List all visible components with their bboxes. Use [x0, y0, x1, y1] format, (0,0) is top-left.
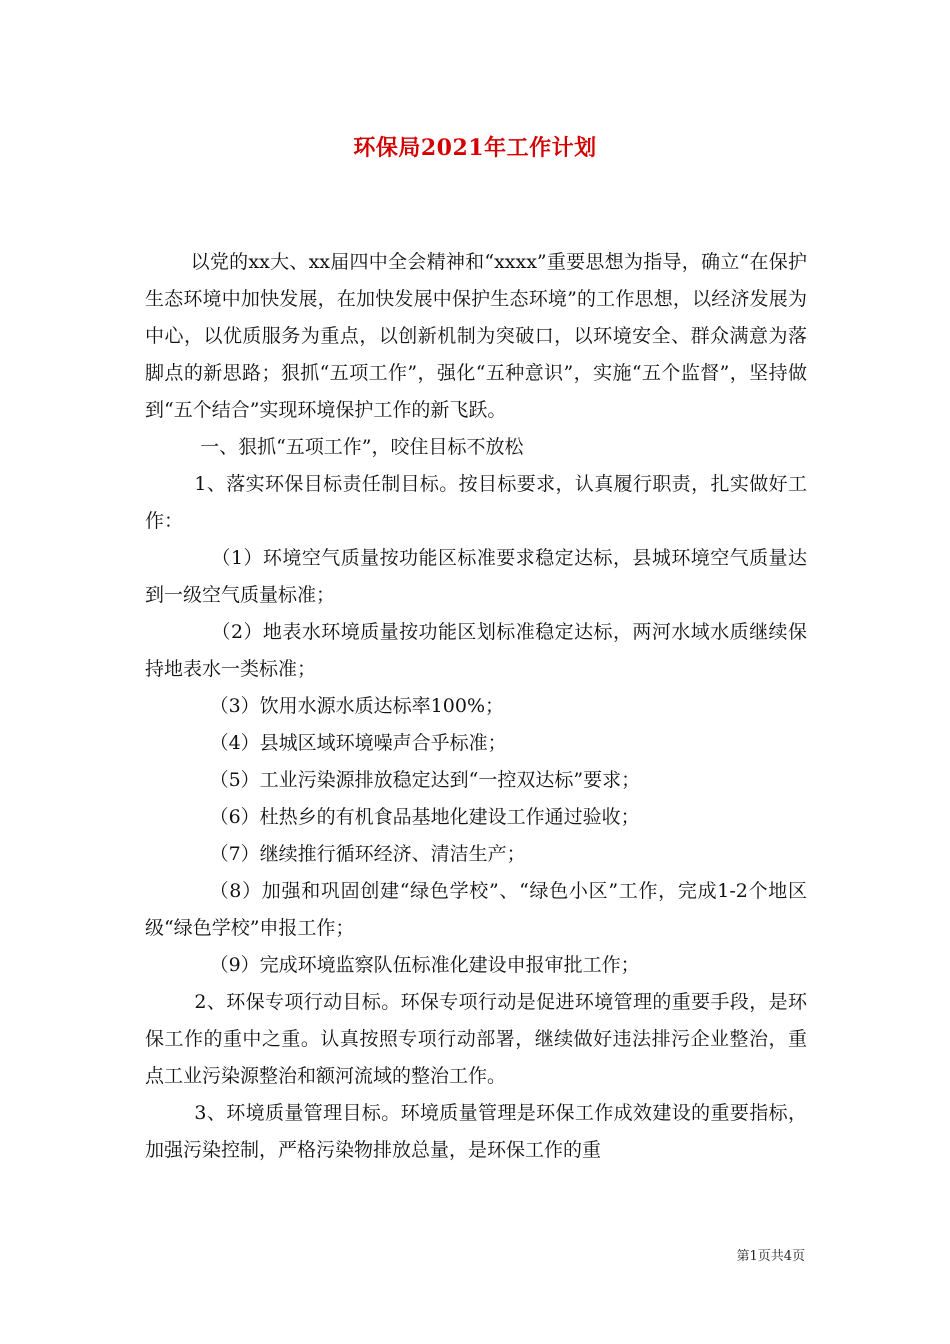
sub-item-4: （4）县城区域环境噪声合乎标准；: [209, 732, 507, 754]
page-number: 第1页共4页: [736, 1249, 805, 1264]
sub-item-8: （8）加强和巩固创建“绿色学校”、“绿色小区”工作，完成1-2个地区级“绿色学校”申报工作；: [145, 880, 807, 939]
intro-paragraph: 以党的xx大、xx届四中全会精神和“xxxx”重要思想为指导，确立“在保护生态环境中加快发展，在加快发展中保护生态环境”的工作思想，以经济发展为中心，以优质服务为重点，以创新机制为突破口，以环境安全、群众满意为落脚点的新思路；狠抓“五项工作”，强化“五种意识”，实施“五个监督”，坚持做到“五个结合”实现环境保护工作的新飞跃。: [145, 251, 807, 421]
document-title: 环保局2021年工作计划: [353, 135, 597, 161]
document-body: [145, 244, 807, 1169]
item-paragraph-1: 1、落实环保目标责任制目标。按目标要求，认真履行职责，扎实做好工作：: [145, 473, 807, 532]
sub-item-1: （1）环境空气质量按功能区标准要求稳定达标，县城环境空气质量达到一级空气质量标准；: [145, 547, 807, 606]
section-heading-1: 一、狠抓“五项工作”，咬住目标不放松: [200, 436, 524, 458]
sub-item-3: （3）饮用水源水质达标率100%；: [209, 695, 505, 717]
sub-item-2: （2）地表水环境质量按功能区划标准稳定达标，两河水域水质继续保持地表水一类标准；: [145, 621, 807, 680]
item-paragraph-2: 2、环保专项行动目标。环保专项行动是促进环境管理的重要手段，是环保工作的重中之重。认真按照专项行动部署，继续做好违法排污企业整治，重点工业污染源整治和额河流域的整治工作。: [145, 991, 807, 1087]
sub-item-9: （9）完成环境监察队伍标准化建设申报审批工作；: [209, 954, 640, 976]
sub-item-5: （5）工业污染源排放稳定达到“一控双达标”要求；: [209, 769, 641, 791]
sub-item-7: （7）继续推行循环经济、清洁生产；: [209, 843, 526, 865]
sub-item-6: （6）杜热乡的有机食品基地化建设工作通过验收；: [209, 806, 640, 828]
item-paragraph-3: 3、环境质量管理目标。环境质量管理是环保工作成效建设的重要指标，加强污染控制，严格污染物排放总量，是环保工作的重: [145, 1102, 807, 1161]
